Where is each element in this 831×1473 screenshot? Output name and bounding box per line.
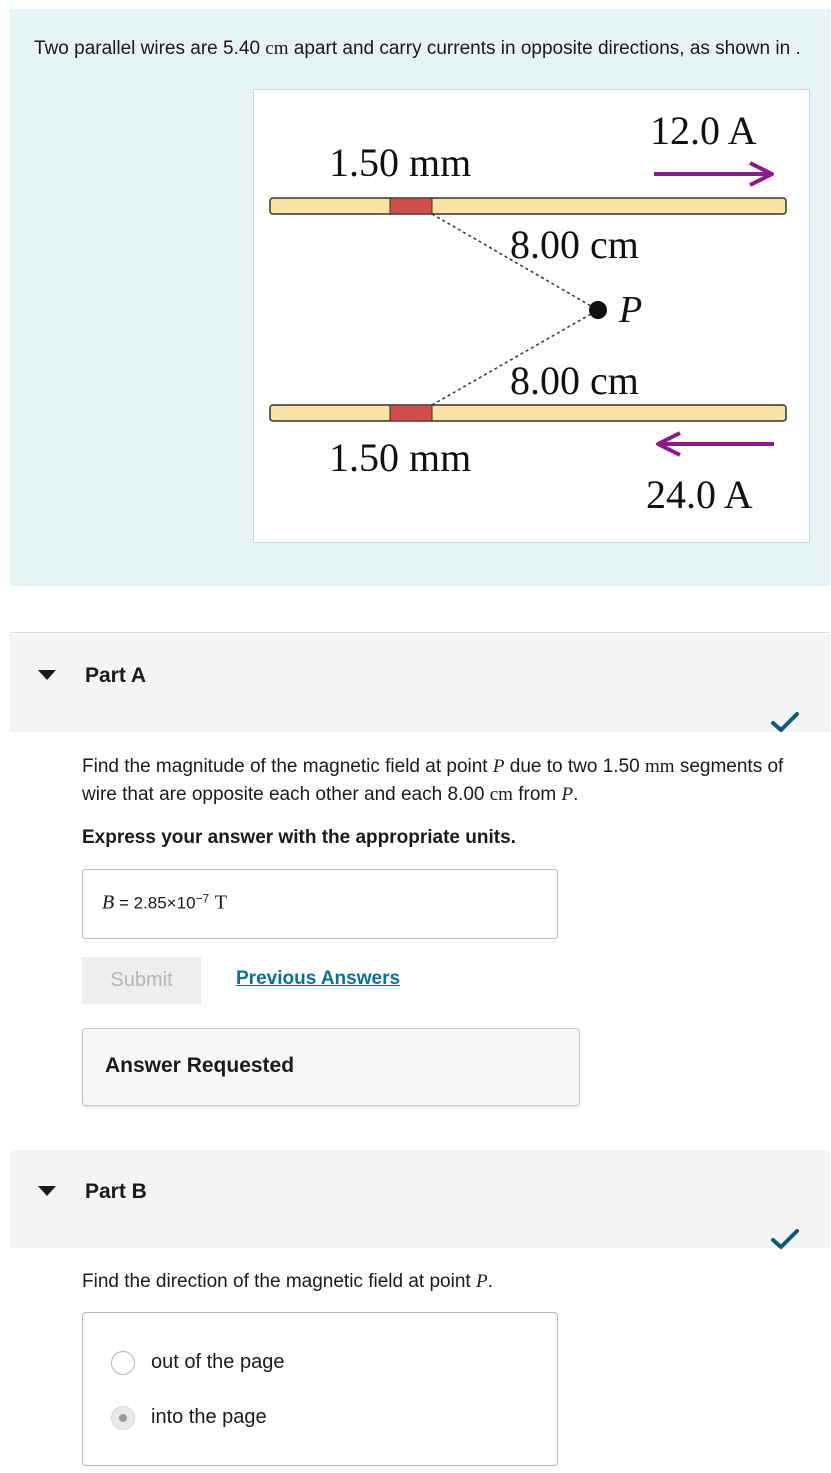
q-point-2: P — [561, 784, 574, 805]
q-unit-2: cm — [489, 784, 513, 805]
part-b-question — [82, 1268, 822, 1296]
answer-mantissa: 2.85×10 — [133, 893, 196, 913]
correct-check-icon — [770, 711, 800, 733]
q-val-1: 1.50 — [602, 756, 640, 777]
intro-text-1: Two parallel wires are — [34, 38, 224, 59]
collapse-triangle-icon[interactable] — [38, 1186, 56, 1196]
previous-answers-link[interactable]: Previous Answers — [236, 968, 401, 989]
top-distance-label: 8.00 cm — [510, 222, 639, 267]
part-b-header[interactable] — [10, 1150, 830, 1248]
q-text-5: . — [573, 784, 579, 805]
wires-figure — [253, 89, 810, 543]
bottom-current-label: 24.0 A — [646, 472, 753, 517]
top-wire-segment — [390, 198, 432, 214]
intro-separation: 5.40 — [223, 38, 261, 59]
top-segment-label: 1.50 mm — [329, 140, 472, 185]
bottom-segment-label: 1.50 mm — [329, 435, 472, 480]
direction-choices — [82, 1312, 558, 1466]
intro-unit: cm — [265, 38, 289, 59]
q-b-text-1: Find the direction of the magnetic field at point — [82, 1271, 476, 1292]
q-val-2: 8.00 — [447, 784, 485, 805]
part-a-header[interactable] — [10, 634, 830, 732]
answer-requested-label: Answer Requested — [105, 1054, 295, 1077]
bottom-wire — [270, 405, 786, 421]
answer-exponent: −7 — [195, 891, 210, 905]
radio-out-of-page[interactable] — [111, 1351, 135, 1375]
top-current-arrow — [654, 163, 772, 185]
intro-text-2: apart and carry currents in opposite directions, as shown in . — [288, 38, 801, 59]
top-current-label: 12.0 A — [650, 108, 757, 153]
part-b-label: Part B — [85, 1180, 147, 1203]
q-b-point: P — [475, 1271, 488, 1292]
q-b-text-2: . — [487, 1271, 493, 1292]
point-p-label: P — [619, 289, 643, 331]
answer-equals: = — [114, 893, 134, 913]
q-text-2: due to two — [504, 756, 603, 777]
q-point: P — [492, 756, 505, 777]
section-divider — [10, 632, 830, 633]
part-a-label: Part A — [85, 664, 147, 687]
radio-into-page[interactable] — [111, 1406, 135, 1430]
choice-label: out of the page — [151, 1351, 285, 1373]
collapse-triangle-icon[interactable] — [38, 670, 56, 680]
answer-content — [102, 891, 227, 915]
answer-instruction: Express your answer with the appropriate units. — [82, 827, 516, 848]
bottom-current-arrow — [658, 433, 774, 455]
answer-variable: B — [102, 891, 115, 914]
choice-out-of-page[interactable] — [111, 1351, 531, 1379]
answer-requested-box — [82, 1028, 580, 1106]
top-wire — [270, 198, 786, 214]
answer-unit: T — [214, 891, 227, 914]
submit-button[interactable]: Submit — [82, 957, 201, 1004]
choice-into-page[interactable] — [111, 1406, 531, 1434]
answer-field[interactable] — [82, 869, 558, 939]
intro-text — [34, 35, 814, 63]
correct-check-icon — [770, 1228, 800, 1250]
point-p-dot — [589, 301, 607, 319]
choice-label: into the page — [151, 1406, 267, 1428]
bottom-distance-label: 8.00 cm — [510, 358, 639, 403]
q-unit-1: mm — [644, 756, 675, 777]
bottom-wire-segment — [390, 405, 432, 421]
q-text-4: from — [512, 784, 562, 805]
q-text-1: Find the magnitude of the magnetic field at point — [82, 756, 493, 777]
part-a-question — [82, 753, 822, 809]
q-text-3: segments of wire that are opposite each other and each — [82, 756, 784, 805]
wires-diagram — [254, 90, 809, 542]
